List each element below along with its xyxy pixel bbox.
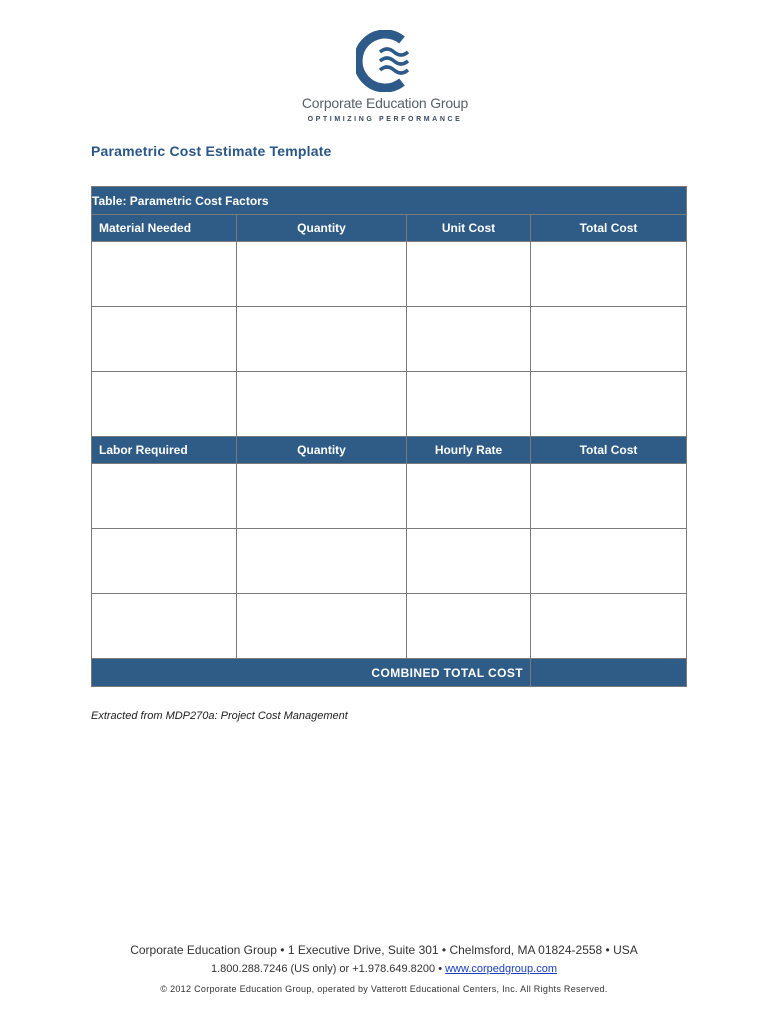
material-row <box>92 307 687 372</box>
table-cell[interactable] <box>237 464 407 529</box>
table-caption-row <box>92 187 687 215</box>
combined-total-value-cell[interactable] <box>531 659 687 687</box>
col-header-material-needed: Material Needed <box>92 215 237 242</box>
table-cell[interactable] <box>531 464 687 529</box>
material-row <box>92 372 687 437</box>
material-header-row <box>92 215 687 242</box>
source-note: Extracted from MDP270a: Project Cost Management <box>91 710 348 722</box>
table-cell[interactable] <box>237 529 407 594</box>
col-header-total-cost: Total Cost <box>531 215 687 242</box>
col-header-labor-required: Labor Required <box>92 437 237 464</box>
col-header-quantity: Quantity <box>237 437 407 464</box>
table-cell[interactable] <box>531 594 687 659</box>
combined-total-label: COMBINED TOTAL COST <box>92 659 531 687</box>
col-header-unit-cost: Unit Cost <box>407 215 531 242</box>
labor-header-row <box>92 437 687 464</box>
table-cell[interactable] <box>237 594 407 659</box>
table-cell[interactable] <box>531 242 687 307</box>
table-cell[interactable] <box>531 529 687 594</box>
table-cell[interactable] <box>92 464 237 529</box>
parametric-cost-table <box>91 186 687 687</box>
website-link[interactable]: www.corpedgroup.com <box>445 963 557 975</box>
table-cell[interactable] <box>407 372 531 437</box>
table-cell[interactable] <box>531 307 687 372</box>
document-title: Parametric Cost Estimate Template <box>91 143 332 159</box>
labor-row <box>92 529 687 594</box>
table-cell[interactable] <box>237 242 407 307</box>
logo-brand-name: Corporate Education Group <box>301 95 469 111</box>
col-header-hourly-rate: Hourly Rate <box>407 437 531 464</box>
footer-address: Corporate Education Group • 1 Executive Drive, Suite 301 • Chelmsford, MA 01824-2558 • USA <box>130 943 638 957</box>
labor-row <box>92 464 687 529</box>
col-header-quantity: Quantity <box>237 215 407 242</box>
table-cell[interactable] <box>92 594 237 659</box>
footer-phone: 1.800.288.7246 (US only) or +1.978.649.8200 • <box>211 963 446 975</box>
footer-contact <box>0 963 768 975</box>
table-cell[interactable] <box>407 594 531 659</box>
table-cell[interactable] <box>531 372 687 437</box>
table-cell[interactable] <box>237 307 407 372</box>
table-cell[interactable] <box>407 529 531 594</box>
wave-c-logo-icon <box>356 30 418 92</box>
labor-row <box>92 594 687 659</box>
table-cell[interactable] <box>407 307 531 372</box>
table-cell[interactable] <box>237 372 407 437</box>
col-header-total-cost: Total Cost <box>531 437 687 464</box>
table-cell[interactable] <box>92 307 237 372</box>
footer-copyright: © 2012 Corporate Education Group, operated by Vatterott Educational Centers, Inc. All Rights Reserved. <box>160 984 608 994</box>
logo-tagline: OPTIMIZING PERFORMANCE <box>307 116 463 123</box>
table-cell[interactable] <box>92 372 237 437</box>
table-cell[interactable] <box>92 529 237 594</box>
table-cell[interactable] <box>407 464 531 529</box>
table-cell[interactable] <box>407 242 531 307</box>
material-row <box>92 242 687 307</box>
table-cell[interactable] <box>92 242 237 307</box>
combined-total-row <box>92 659 687 687</box>
company-logo <box>300 30 470 130</box>
table-caption: Table: Parametric Cost Factors <box>92 187 687 215</box>
